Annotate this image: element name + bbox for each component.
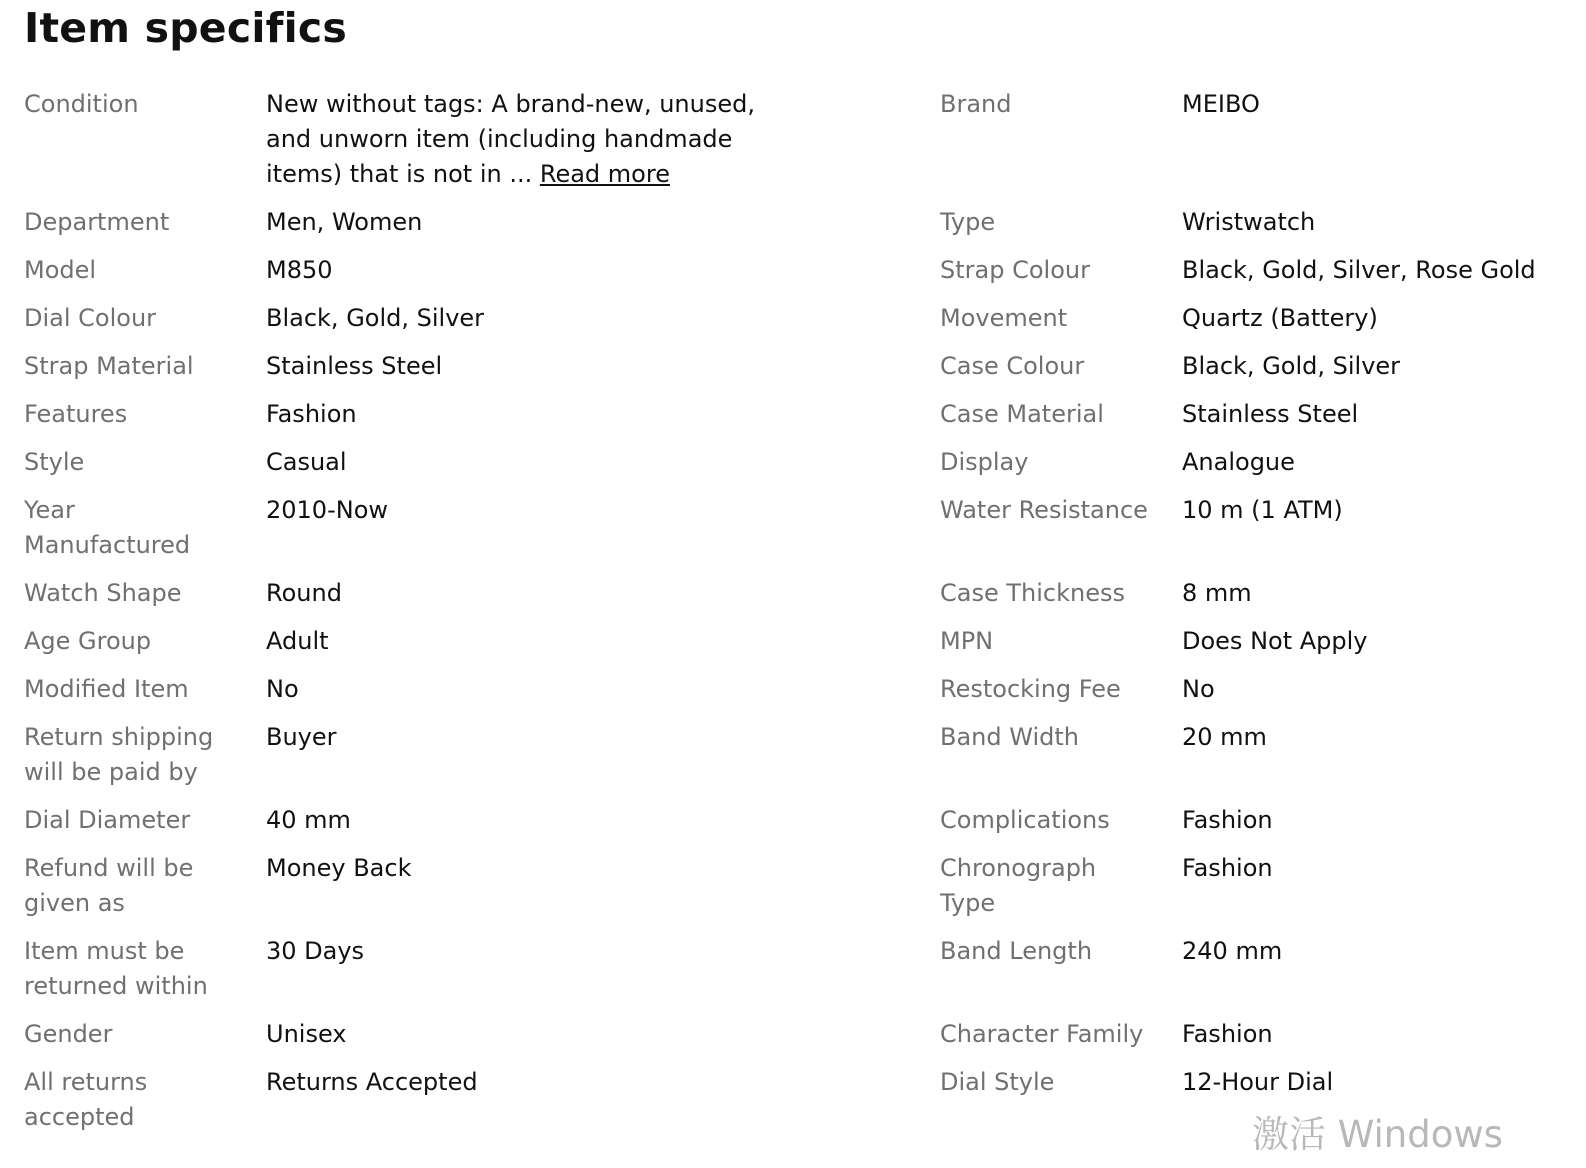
spec-value — [266, 87, 806, 192]
spec-pair-right — [940, 87, 1564, 192]
spec-pair-right — [940, 253, 1564, 288]
spec-value: Round — [266, 579, 342, 607]
spec-label: MPN — [940, 627, 994, 655]
spec-pair-left — [24, 87, 940, 192]
spec-label: Modified Item — [24, 675, 189, 703]
spec-pair-left — [24, 445, 940, 480]
spec-row — [24, 851, 1564, 921]
spec-value: MEIBO — [1182, 90, 1260, 118]
spec-row — [24, 672, 1564, 707]
spec-value: 12-Hour Dial — [1182, 1068, 1334, 1096]
spec-value: Stainless Steel — [1182, 400, 1359, 428]
spec-label: Restocking Fee — [940, 675, 1121, 703]
spec-label: Character Family — [940, 1020, 1144, 1048]
spec-pair-right — [940, 672, 1564, 707]
spec-pair-right — [940, 301, 1564, 336]
spec-value: Fashion — [1182, 854, 1273, 882]
read-more-link[interactable]: Read more — [539, 160, 670, 188]
spec-label: Gender — [24, 1020, 113, 1048]
spec-value: Stainless Steel — [266, 352, 443, 380]
spec-label: All returns accepted — [24, 1068, 148, 1131]
spec-value: Money Back — [266, 854, 412, 882]
spec-pair-left — [24, 576, 940, 611]
spec-label: Type — [940, 208, 996, 236]
spec-pair-left — [24, 493, 940, 563]
spec-label: Movement — [940, 304, 1068, 332]
spec-label: Year Manufactured — [24, 496, 191, 559]
spec-value: Unisex — [266, 1020, 347, 1048]
spec-label: Features — [24, 400, 128, 428]
spec-label: Case Thickness — [940, 579, 1125, 607]
spec-value: Black, Gold, Silver — [266, 304, 485, 332]
spec-label: Display — [940, 448, 1029, 476]
spec-row — [24, 205, 1564, 240]
spec-pair-left — [24, 1017, 940, 1052]
spec-value: Wristwatch — [1182, 208, 1316, 236]
spec-label: Condition — [24, 90, 139, 118]
spec-value: Casual — [266, 448, 347, 476]
spec-pair-left — [24, 803, 940, 838]
spec-value: Fashion — [266, 400, 357, 428]
spec-value: Analogue — [1182, 448, 1295, 476]
spec-pair-left — [24, 1065, 940, 1135]
spec-row — [24, 301, 1564, 336]
spec-label: Refund will be given as — [24, 854, 194, 917]
spec-row — [24, 397, 1564, 432]
spec-value: Fashion — [1182, 806, 1273, 834]
spec-pair-right — [940, 851, 1564, 921]
spec-pair-left — [24, 672, 940, 707]
spec-label: Return shipping will be paid by — [24, 723, 214, 786]
spec-pair-left — [24, 253, 940, 288]
spec-pair-right — [940, 445, 1564, 480]
spec-label: Item must be returned within — [24, 937, 208, 1000]
spec-value: Black, Gold, Silver, Rose Gold — [1182, 256, 1536, 284]
windows-activation-watermark: 激活 Windows — [1252, 1113, 1503, 1156]
spec-row — [24, 720, 1564, 790]
spec-value: 40 mm — [266, 806, 351, 834]
spec-pair-left — [24, 397, 940, 432]
spec-row — [24, 624, 1564, 659]
spec-value: M850 — [266, 256, 333, 284]
spec-pair-left — [24, 301, 940, 336]
spec-pair-left — [24, 205, 940, 240]
spec-label: Brand — [940, 90, 1012, 118]
spec-label: Model — [24, 256, 97, 284]
spec-label: Chronograph Type — [940, 854, 1097, 917]
spec-pair-right — [940, 205, 1564, 240]
spec-value: 8 mm — [1182, 579, 1252, 607]
spec-value: 20 mm — [1182, 723, 1267, 751]
spec-pair-right — [940, 1017, 1564, 1052]
spec-value: Does Not Apply — [1182, 627, 1368, 655]
spec-value: Returns Accepted — [266, 1068, 478, 1096]
spec-pair-left — [24, 720, 940, 790]
spec-row — [24, 87, 1564, 192]
spec-row — [24, 493, 1564, 563]
spec-value: 2010-Now — [266, 496, 389, 524]
spec-pair-right — [940, 624, 1564, 659]
page-title: Item specifics — [24, 4, 347, 52]
spec-pair-right — [940, 934, 1564, 1004]
spec-label: Dial Style — [940, 1068, 1055, 1096]
spec-pair-right — [940, 349, 1564, 384]
spec-label: Dial Diameter — [24, 806, 191, 834]
spec-pair-right — [940, 720, 1564, 790]
spec-row — [24, 349, 1564, 384]
spec-label: Band Width — [940, 723, 1079, 751]
spec-value: Fashion — [1182, 1020, 1273, 1048]
spec-value: 30 Days — [266, 937, 365, 965]
spec-label: Band Length — [940, 937, 1093, 965]
spec-value: Buyer — [266, 723, 337, 751]
spec-pair-left — [24, 934, 940, 1004]
condition-text: New without tags: A brand-new, unused, and unworn item (including handmade items) that is not in ... — [266, 90, 755, 188]
spec-pair-right — [940, 803, 1564, 838]
spec-value: 10 m (1 ATM) — [1182, 496, 1343, 524]
spec-row — [24, 803, 1564, 838]
spec-label: Case Material — [940, 400, 1104, 428]
spec-label: Age Group — [24, 627, 152, 655]
spec-label: Style — [24, 448, 85, 476]
spec-row — [24, 1017, 1564, 1052]
spec-value: Adult — [266, 627, 329, 655]
spec-value: 240 mm — [1182, 937, 1283, 965]
spec-pair-right — [940, 397, 1564, 432]
spec-row — [24, 934, 1564, 1004]
spec-label: Department — [24, 208, 170, 236]
spec-pair-left — [24, 851, 940, 921]
spec-label: Strap Colour — [940, 256, 1090, 284]
spec-value: Men, Women — [266, 208, 423, 236]
item-specifics-table — [24, 87, 1564, 1135]
spec-label: Strap Material — [24, 352, 194, 380]
spec-value: No — [1182, 675, 1215, 703]
spec-row — [24, 253, 1564, 288]
spec-label: Complications — [940, 806, 1110, 834]
spec-row — [24, 445, 1564, 480]
spec-value: Black, Gold, Silver — [1182, 352, 1401, 380]
spec-pair-right — [940, 493, 1564, 563]
spec-value: No — [266, 675, 299, 703]
spec-value: Quartz (Battery) — [1182, 304, 1378, 332]
spec-pair-left — [24, 349, 940, 384]
spec-row — [24, 576, 1564, 611]
spec-label: Water Resistance — [940, 496, 1148, 524]
spec-label: Case Colour — [940, 352, 1085, 380]
spec-pair-left — [24, 624, 940, 659]
spec-pair-right — [940, 576, 1564, 611]
spec-label: Dial Colour — [24, 304, 157, 332]
spec-label: Watch Shape — [24, 579, 182, 607]
